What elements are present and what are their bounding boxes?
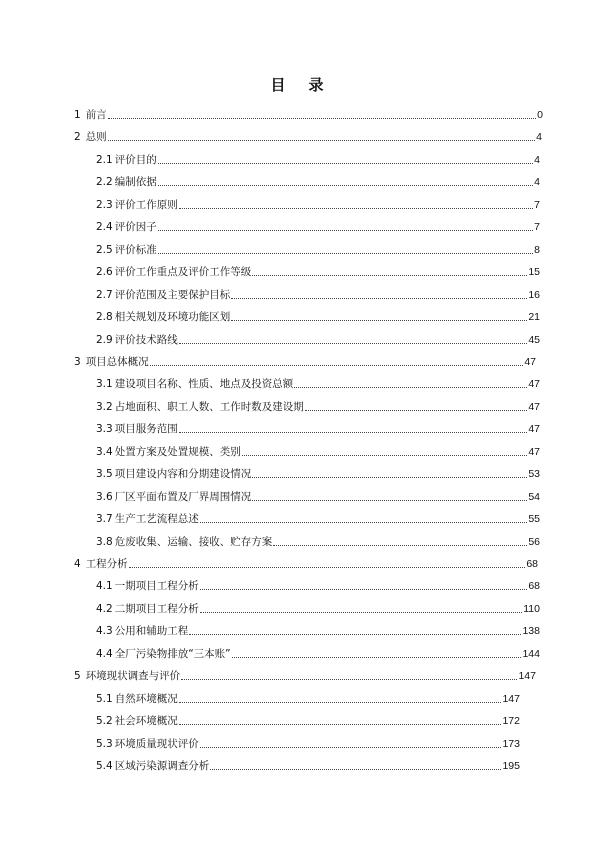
toc-entry-label: 占地面积、职工人数、工作时数及建设期 [114, 400, 304, 413]
toc-entry-number: 5 [74, 670, 81, 683]
toc-entry-number: 2 [74, 131, 81, 144]
toc-entry-label: 评价技术路线 [114, 333, 178, 346]
dot-leader [200, 747, 502, 748]
dot-leader [179, 702, 502, 703]
toc-entry-number: 3.8 [96, 535, 113, 548]
toc-entry-page-number: 21 [528, 311, 540, 324]
toc-entry-page-number: 47 [528, 400, 540, 413]
toc-entry-page-number: 68 [526, 558, 538, 570]
toc-chapter-entry[interactable] [74, 122, 542, 144]
toc-section-entry[interactable] [96, 639, 540, 661]
toc-chapter-entry[interactable] [74, 661, 536, 683]
toc-section-entry[interactable] [96, 571, 540, 593]
toc-entry-number: 5.1 [96, 692, 113, 705]
toc-entry-label: 评价工作重点及评价工作等级 [114, 266, 252, 279]
toc-section-entry[interactable] [96, 616, 540, 638]
title-char-2: 录 [308, 76, 325, 94]
toc-entry-label: 相关规划及环境功能区划 [114, 311, 231, 324]
dot-leader [158, 163, 533, 164]
toc-section-entry[interactable] [96, 257, 540, 279]
toc-section-entry[interactable] [96, 235, 540, 257]
dot-leader [200, 612, 523, 613]
toc-section-entry[interactable] [96, 594, 540, 616]
toc-section-entry[interactable] [96, 325, 540, 347]
toc-section-entry[interactable] [96, 280, 540, 302]
toc-entry-page-number: 45 [528, 333, 540, 346]
title-char-1: 目 [270, 76, 287, 94]
toc-section-entry[interactable] [96, 414, 540, 436]
toc-entry-label: 项目服务范围 [114, 423, 178, 436]
toc-chapter-entry[interactable] [74, 100, 543, 122]
dot-leader [231, 320, 527, 321]
toc-entry-label: 建设项目名称、性质、地点及投资总额 [114, 378, 294, 391]
toc-entry-label: 公用和辅助工程 [114, 625, 189, 638]
toc-entry-page-number: 15 [528, 266, 540, 279]
toc-entry-number: 3.1 [96, 378, 113, 391]
toc-entry-number: 2.4 [96, 221, 113, 234]
toc-section-entry[interactable] [96, 392, 540, 414]
toc-entry-page-number: 147 [518, 670, 536, 683]
toc-section-entry[interactable] [96, 302, 540, 324]
dot-leader [231, 298, 527, 299]
toc-section-entry[interactable] [96, 212, 540, 234]
toc-entry-number: 3 [74, 355, 81, 368]
dot-leader [242, 455, 528, 456]
toc-entry-number: 3.6 [96, 490, 113, 503]
toc-chapter-entry[interactable] [74, 347, 536, 369]
toc-entry-number: 4.1 [96, 580, 113, 593]
dot-leader [294, 387, 527, 388]
dot-leader [108, 118, 536, 119]
toc-entry-page-number: 138 [522, 625, 540, 638]
toc-entry-page-number: 4 [534, 153, 540, 166]
dot-leader [273, 545, 527, 546]
dot-leader [179, 208, 533, 209]
toc-entry-label: 二期项目工程分析 [114, 602, 199, 615]
toc-entry-page-number: 8 [534, 243, 540, 256]
toc-entry-number: 4 [74, 558, 81, 570]
toc-entry-page-number: 4 [536, 131, 542, 144]
toc-entry-number: 4.3 [96, 625, 113, 638]
toc-entry-page-number: 47 [524, 355, 536, 368]
toc-entry-number: 2.1 [96, 153, 113, 166]
toc-entry-number: 2.3 [96, 198, 113, 211]
toc-section-entry[interactable] [96, 729, 520, 751]
toc-section-entry[interactable] [96, 190, 540, 212]
toc-entry-number: 3.5 [96, 468, 113, 481]
toc-entry-label: 社会环境概况 [114, 715, 178, 728]
toc-entry-number: 2.8 [96, 311, 113, 324]
toc-entry-label: 评价因子 [114, 221, 157, 234]
toc-entry-label: 总则 [85, 131, 107, 144]
toc-entry-label: 编制依据 [114, 176, 157, 189]
toc-section-entry[interactable] [96, 504, 540, 526]
toc-entry-label: 项目建设内容和分期建设情况 [114, 468, 252, 481]
toc-entry-label: 工程分析 [85, 558, 128, 570]
dot-leader [129, 567, 526, 568]
toc-entry-page-number: 173 [502, 737, 520, 750]
toc-section-entry[interactable] [96, 706, 520, 728]
toc-entry-label: 危废收集、运输、接收、贮存方案 [114, 535, 273, 548]
toc-entry-page-number: 53 [528, 468, 540, 481]
toc-entry-label: 全厂污染物排放“三本账” [114, 647, 231, 660]
toc-entry-page-number: 172 [502, 715, 520, 728]
toc-section-entry[interactable] [96, 751, 520, 773]
dot-leader [179, 724, 502, 725]
toc-entry-number: 5.4 [96, 760, 113, 773]
toc-entry-page-number: 144 [522, 647, 540, 660]
dot-leader [189, 634, 521, 635]
toc-entry-label: 厂区平面布置及厂界周围情况 [114, 490, 252, 503]
toc-entry-number: 5.2 [96, 715, 113, 728]
toc-entry-number: 2.6 [96, 266, 113, 279]
dot-leader [210, 769, 501, 770]
dot-leader [150, 365, 524, 366]
toc-entry-page-number: 195 [502, 760, 520, 773]
toc-entry-page-number: 147 [502, 692, 520, 705]
toc-entry-page-number: 7 [534, 198, 540, 211]
toc-entry-number: 2.5 [96, 243, 113, 256]
toc-entry-page-number: 68 [528, 580, 540, 593]
toc-entry-label: 前言 [85, 109, 107, 121]
toc-entry-label: 评价范围及主要保护目标 [114, 288, 231, 301]
toc-chapter-entry[interactable] [74, 549, 538, 571]
toc-entry-label: 项目总体概况 [85, 355, 149, 368]
dot-leader [108, 140, 535, 141]
toc-entry-label: 生产工艺流程总述 [114, 513, 199, 526]
dot-leader [305, 410, 528, 411]
toc-entry-number: 3.2 [96, 400, 113, 413]
toc-entry-number: 5.3 [96, 737, 113, 750]
dot-leader [232, 657, 522, 658]
toc-entry-label: 处置方案及处置规模、类别 [114, 445, 241, 458]
toc-entry-page-number: 0 [537, 109, 543, 121]
toc-entry-number: 3.7 [96, 513, 113, 526]
toc-entry-page-number: 47 [528, 423, 540, 436]
dot-leader [200, 589, 528, 590]
toc-section-entry[interactable] [96, 482, 540, 504]
toc-entry-number: 2.7 [96, 288, 113, 301]
toc-section-entry[interactable] [96, 167, 540, 189]
toc-entry-page-number: 47 [528, 445, 540, 458]
dot-leader [252, 500, 527, 501]
toc-entry-page-number: 16 [528, 288, 540, 301]
toc-entry-label: 评价目的 [114, 153, 157, 166]
page-title [0, 74, 595, 95]
toc-entry-number: 2.9 [96, 333, 113, 346]
toc-section-entry[interactable] [96, 437, 540, 459]
toc-section-entry[interactable] [96, 459, 540, 481]
dot-leader [252, 477, 527, 478]
toc-entry-label: 环境现状调查与评价 [85, 670, 181, 683]
toc-entry-label: 评价工作原则 [114, 198, 178, 211]
toc-entry-label: 自然环境概况 [114, 692, 178, 705]
toc-entry-number: 4.4 [96, 647, 113, 660]
toc-section-entry[interactable] [96, 684, 520, 706]
dot-leader [179, 432, 528, 433]
toc-entry-label: 区域污染源调查分析 [114, 760, 210, 773]
toc-entry-number: 4.2 [96, 602, 113, 615]
dot-leader [181, 679, 517, 680]
dot-leader [158, 230, 533, 231]
toc-entry-page-number: 47 [528, 378, 540, 391]
toc-section-entry[interactable] [96, 145, 540, 167]
toc-entry-number: 1 [74, 109, 81, 121]
toc-section-entry[interactable] [96, 369, 540, 391]
toc-entry-page-number: 55 [528, 513, 540, 526]
toc-entry-page-number: 7 [534, 221, 540, 234]
toc-entry-label: 评价标准 [114, 243, 157, 256]
dot-leader [200, 522, 528, 523]
toc-entry-number: 2.2 [96, 176, 113, 189]
dot-leader [179, 343, 528, 344]
dot-leader [158, 185, 533, 186]
toc-section-entry[interactable] [96, 527, 540, 549]
toc-entry-page-number: 4 [534, 176, 540, 189]
toc-entry-page-number: 56 [528, 535, 540, 548]
toc-entry-number: 3.3 [96, 423, 113, 436]
toc-entry-page-number: 110 [523, 602, 540, 615]
toc-entry-label: 环境质量现状评价 [114, 737, 199, 750]
dot-leader [252, 275, 527, 276]
toc-entry-label: 一期项目工程分析 [114, 580, 199, 593]
dot-leader [158, 253, 533, 254]
toc-entry-number: 3.4 [96, 445, 113, 458]
toc-entry-page-number: 54 [528, 490, 540, 503]
